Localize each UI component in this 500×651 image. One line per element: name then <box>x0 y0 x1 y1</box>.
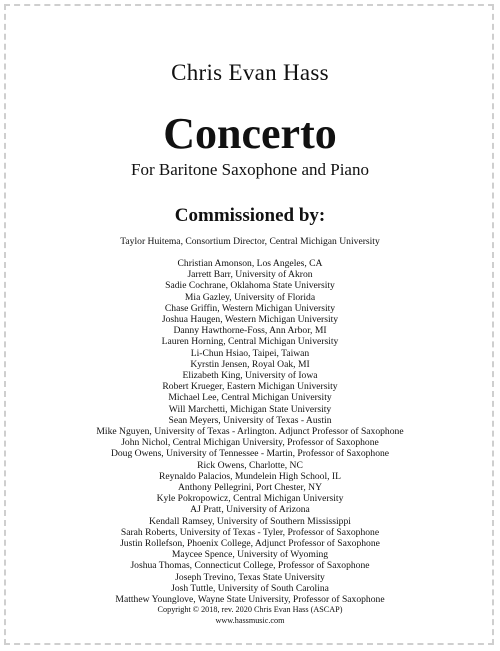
commissioner-item: Chase Griffin, Western Michigan University <box>164 302 336 314</box>
work-title: Concerto <box>163 109 337 158</box>
commissioner-item: Lauren Horning, Central Michigan University <box>161 336 339 348</box>
commissioner-item: Anthony Pellegrini, Port Chester, NY <box>177 482 323 494</box>
commissioned-heading: Commissioned by: <box>174 205 326 226</box>
commissioner-item: Kendall Ramsey, University of Southern Mississippi <box>149 515 351 527</box>
commissioner-item: Matthew Younglove, Wayne State University, Professor of Saxophone <box>115 594 385 606</box>
commissioner-item: Mia Gazley, University of Florida <box>184 291 316 303</box>
commissioner-item: Sean Meyers, University of Texas - Austin <box>168 414 332 426</box>
commissioner-item: Mike Nguyen, University of Texas - Arlington. Adjunct Professor of Saxophone <box>96 426 404 438</box>
website-link[interactable]: www.hassmusic.com <box>215 616 285 625</box>
commissioner-item: Kyrstin Jensen, Royal Oak, MI <box>190 358 310 370</box>
commissioner-item: AJ Pratt, University of Arizona <box>190 504 310 516</box>
commissioner-list <box>0 258 500 605</box>
commissioner-item: Will Marchetti, Michigan State University <box>168 403 332 415</box>
commissioner-item: Christian Amonson, Los Angeles, CA <box>177 258 323 269</box>
composer-name: Chris Evan Hass <box>171 60 329 85</box>
commissioner-item: Reynaldo Palacios, Mundelein High School, IL <box>159 470 341 482</box>
commissioner-item: Justin Rollefson, Phoenix College, Adjunct Professor of Saxophone <box>120 538 380 550</box>
commissioner-item: Joshua Haugen, Western Michigan University <box>161 314 339 326</box>
work-subtitle: For Baritone Saxophone and Piano <box>131 160 369 179</box>
commissioner-item: Joshua Thomas, Connecticut College, Professor of Saxophone <box>130 560 370 572</box>
commissioner-item: Robert Krueger, Eastern Michigan University <box>162 381 338 393</box>
commissioner-item: Sarah Roberts, University of Texas - Tyler, Professor of Saxophone <box>120 526 380 538</box>
commissioner-item: Rick Owens, Charlotte, NC <box>197 459 303 471</box>
commissioner-item: Doug Owens, University of Tennessee - Martin, Professor of Saxophone <box>110 448 390 460</box>
commissioner-item: Jarrett Barr, University of Akron <box>187 269 313 281</box>
commissioner-item: Elizabeth King, University of Iowa <box>182 370 318 382</box>
commissioner-item: Li-Chun Hsiao, Taipei, Taiwan <box>190 347 310 359</box>
commissioner-item: Joseph Trevino, Texas State University <box>175 571 325 583</box>
commissioner-item: Michael Lee, Central Michigan University <box>168 392 332 404</box>
commissioner-item: John Nichol, Central Michigan University, Professor of Saxophone <box>121 437 379 449</box>
commissioner-item: Danny Hawthorne-Foss, Ann Arbor, MI <box>173 325 327 337</box>
consortium-director: Taylor Huitema, Consortium Director, Central Michigan University <box>120 236 380 247</box>
commissioner-item: Kyle Pokropowicz, Central Michigan University <box>156 493 344 505</box>
commissioner-item: Josh Tuttle, University of South Carolina <box>171 582 329 594</box>
copyright-notice: Copyright © 2018, rev. 2020 Chris Evan Hass (ASCAP) <box>157 605 343 614</box>
commissioner-item: Maycee Spence, University of Wyoming <box>171 549 329 561</box>
commissioner-item: Sadie Cochrane, Oklahoma State University <box>165 280 335 292</box>
